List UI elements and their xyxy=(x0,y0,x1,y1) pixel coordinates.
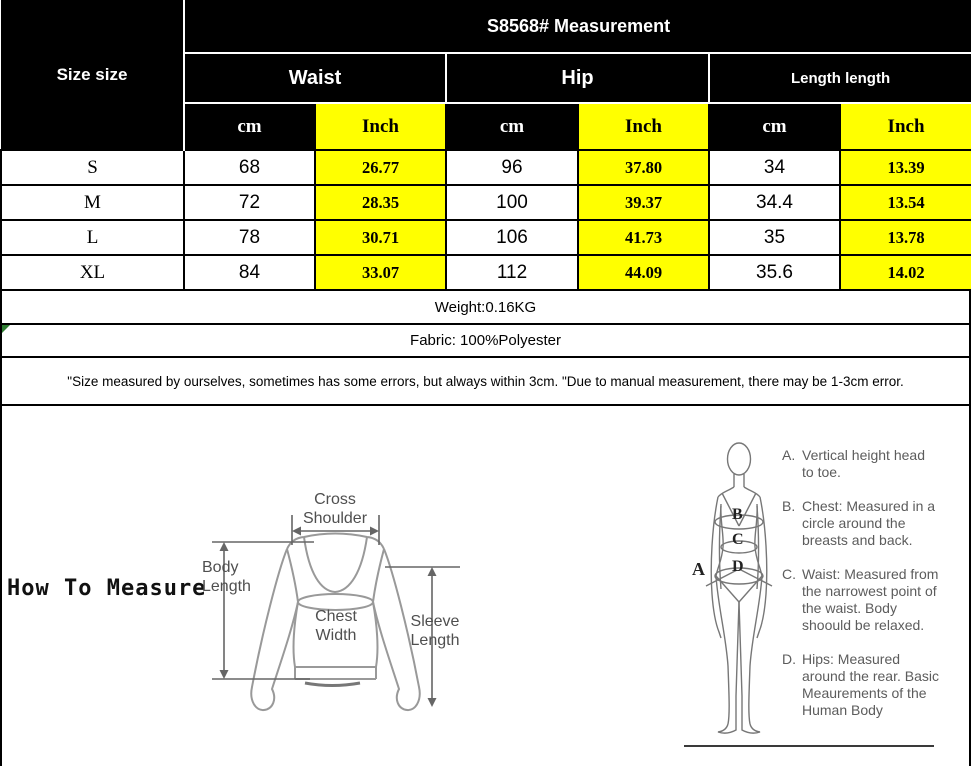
fabric-text: Fabric: 100%Polyester xyxy=(410,332,561,349)
marker-c: C xyxy=(732,531,744,548)
size-cell: M xyxy=(1,185,184,220)
instruction-text: Hips: Measured around the rear. Basic Meaurements of the Human Body xyxy=(802,651,939,718)
value-cell: 44.09 xyxy=(578,255,709,290)
group-header-length: Length length xyxy=(709,53,971,103)
disclaimer-text: "Size measured by ourselves, sometimes has some errors, but always within 3cm. "Due to manual measurement, there may be 1-3cm error. xyxy=(67,373,904,389)
value-cell: 35.6 xyxy=(709,255,840,290)
value-cell: 72 xyxy=(184,185,315,220)
green-corner-marker xyxy=(2,325,10,333)
group-header-waist: Waist xyxy=(184,53,446,103)
table-row-s xyxy=(1,150,971,185)
unit-header-cm: cm xyxy=(184,103,315,150)
how-to-measure-section xyxy=(0,404,971,766)
title-row xyxy=(1,0,971,53)
instruction-key: B. xyxy=(782,498,796,514)
unit-header-inch: Inch xyxy=(315,103,446,150)
weight-row xyxy=(0,291,971,325)
instruction-key: A. xyxy=(782,447,796,463)
chest-width-label: Chest Width xyxy=(315,608,357,644)
list-item xyxy=(782,566,942,634)
unit-header-inch: Inch xyxy=(578,103,709,150)
size-cell: XL xyxy=(1,255,184,290)
measure-instructions-list xyxy=(782,447,942,736)
value-cell: 78 xyxy=(184,220,315,255)
marker-a: A xyxy=(692,559,705,579)
chart-title: S8568# Measurement xyxy=(184,0,971,53)
value-cell: 34.4 xyxy=(709,185,840,220)
marker-b: B xyxy=(732,506,743,523)
value-cell: 112 xyxy=(446,255,578,290)
value-cell: 13.39 xyxy=(840,150,971,185)
value-cell: 68 xyxy=(184,150,315,185)
body-figure-diagram xyxy=(692,434,787,746)
value-cell: 106 xyxy=(446,220,578,255)
value-cell: 26.77 xyxy=(315,150,446,185)
value-cell: 33.07 xyxy=(315,255,446,290)
table-row-xl xyxy=(1,255,971,290)
value-cell: 14.02 xyxy=(840,255,971,290)
instruction-key: D. xyxy=(782,651,796,667)
body-length-label: Body Length xyxy=(202,559,251,595)
size-cell: L xyxy=(1,220,184,255)
group-header-hip: Hip xyxy=(446,53,709,103)
sleeve-length-label: Sleeve Length xyxy=(410,613,460,649)
corner-size-label: Size size xyxy=(1,0,184,150)
value-cell: 28.35 xyxy=(315,185,446,220)
body-outline xyxy=(706,443,772,733)
marker-d: D xyxy=(732,558,744,575)
fabric-row xyxy=(0,325,971,358)
table-row-l xyxy=(1,220,971,255)
value-cell: 34 xyxy=(709,150,840,185)
value-cell: 96 xyxy=(446,150,578,185)
instruction-key: C. xyxy=(782,566,796,582)
value-cell: 37.80 xyxy=(578,150,709,185)
unit-header-inch: Inch xyxy=(840,103,971,150)
value-cell: 84 xyxy=(184,255,315,290)
unit-header-cm: cm xyxy=(446,103,578,150)
size-chart-table xyxy=(0,0,971,291)
instruction-text: Vertical height head to toe. xyxy=(802,447,925,480)
cross-shoulder-label: Cross Shoulder xyxy=(302,491,368,527)
value-cell: 13.54 xyxy=(840,185,971,220)
value-cell: 13.78 xyxy=(840,220,971,255)
size-cell: S xyxy=(1,150,184,185)
figure-underline xyxy=(684,745,934,747)
value-cell: 41.73 xyxy=(578,220,709,255)
table-row-m xyxy=(1,185,971,220)
disclaimer-row xyxy=(0,358,971,404)
value-cell: 100 xyxy=(446,185,578,220)
value-cell: 30.71 xyxy=(315,220,446,255)
list-item xyxy=(782,498,942,549)
weight-text: Weight:0.16KG xyxy=(434,298,537,316)
instruction-text: Chest: Measured in a circle around the breasts and back. xyxy=(802,498,936,548)
value-cell: 35 xyxy=(709,220,840,255)
value-cell: 39.37 xyxy=(578,185,709,220)
how-to-measure-heading: How To Measure xyxy=(7,576,207,601)
list-item xyxy=(782,447,942,481)
list-item xyxy=(782,651,942,719)
instruction-text: Waist: Measured from the narrowest point of the waist. Body shoould be relaxed. xyxy=(802,566,939,633)
unit-header-cm: cm xyxy=(709,103,840,150)
